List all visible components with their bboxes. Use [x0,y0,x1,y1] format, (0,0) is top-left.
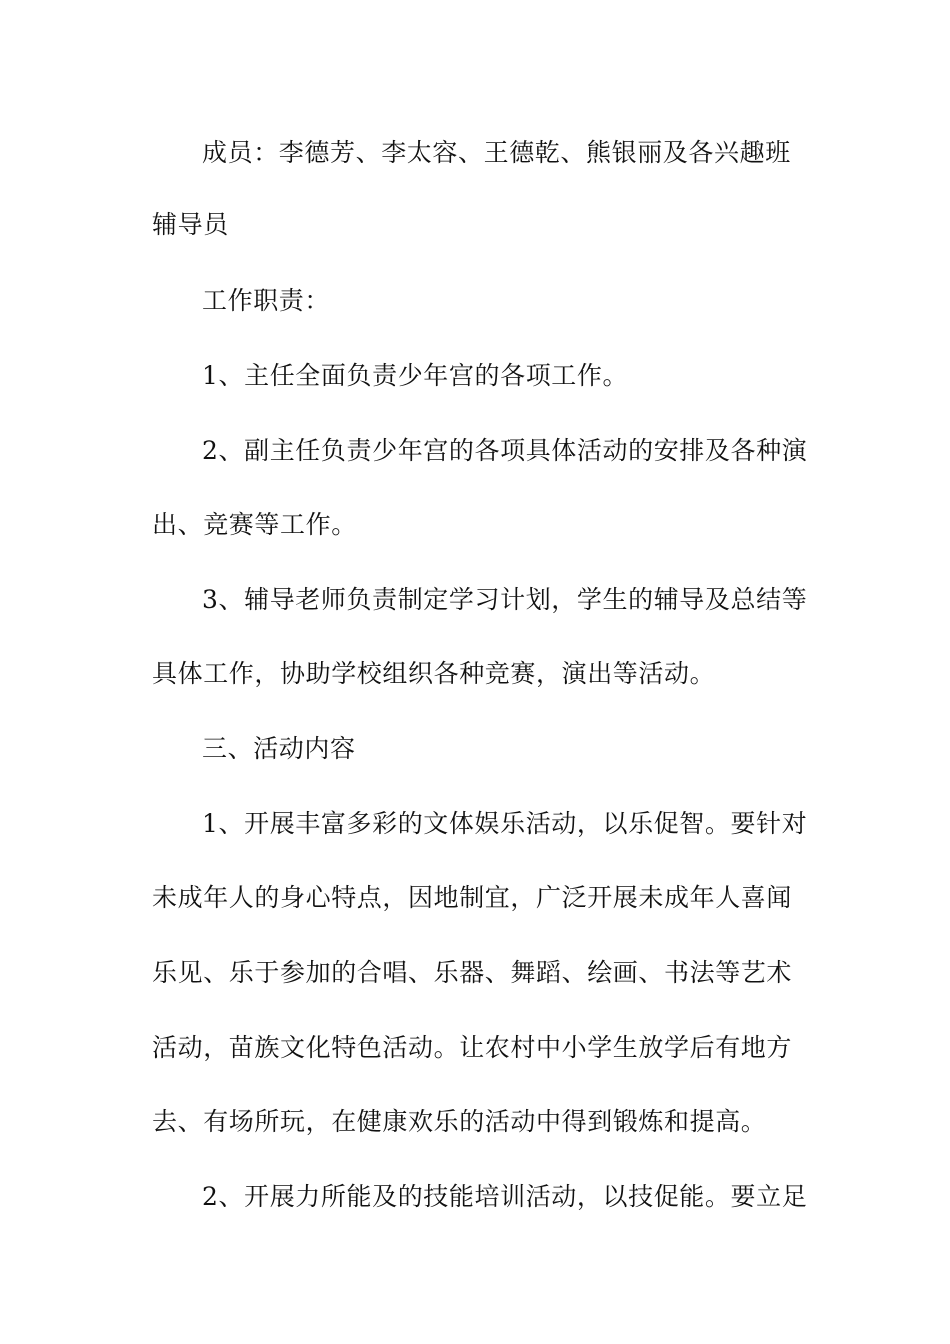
duty-item-1: 1、主任全面负责少年宫的各项工作。 [202,361,629,390]
heading-duties: 工作职责： [202,286,331,315]
paragraph-members-line-1: 成员：李德芳、李太容、王德乾、熊银丽及各兴趣班 [202,138,791,167]
duty-item-2-line-1: 2、副主任负责少年宫的各项具体活动的安排及各种演 [202,436,808,465]
activity-item-1-line-1: 1、开展丰富多彩的文体娱乐活动，以乐促智。要针对 [202,809,808,838]
activity-item-1-line-4: 活动，苗族文化特色活动。让农村中小学生放学后有地方 [152,1033,793,1062]
activity-item-1-line-2: 未成年人的身心特点，因地制宜，广泛开展未成年人喜闻 [152,883,793,912]
heading-activity-content: 三、活动内容 [202,734,356,763]
duty-item-3-line-1: 3、辅导老师负责制定学习计划，学生的辅导及总结等 [202,585,808,614]
activity-item-1-line-5: 去、有场所玩，在健康欢乐的活动中得到锻炼和提高。 [152,1107,767,1136]
activity-item-1-line-3: 乐见、乐于参加的合唱、乐器、舞蹈、绘画、书法等艺术 [152,958,793,987]
paragraph-members-line-2: 辅导员 [152,210,229,239]
duty-item-2-line-2: 出、竞赛等工作。 [152,510,357,539]
activity-item-2-line-1: 2、开展力所能及的技能培训活动，以技促能。要立足 [202,1182,808,1211]
duty-item-3-line-2: 具体工作，协助学校组织各种竞赛，演出等活动。 [152,659,716,688]
